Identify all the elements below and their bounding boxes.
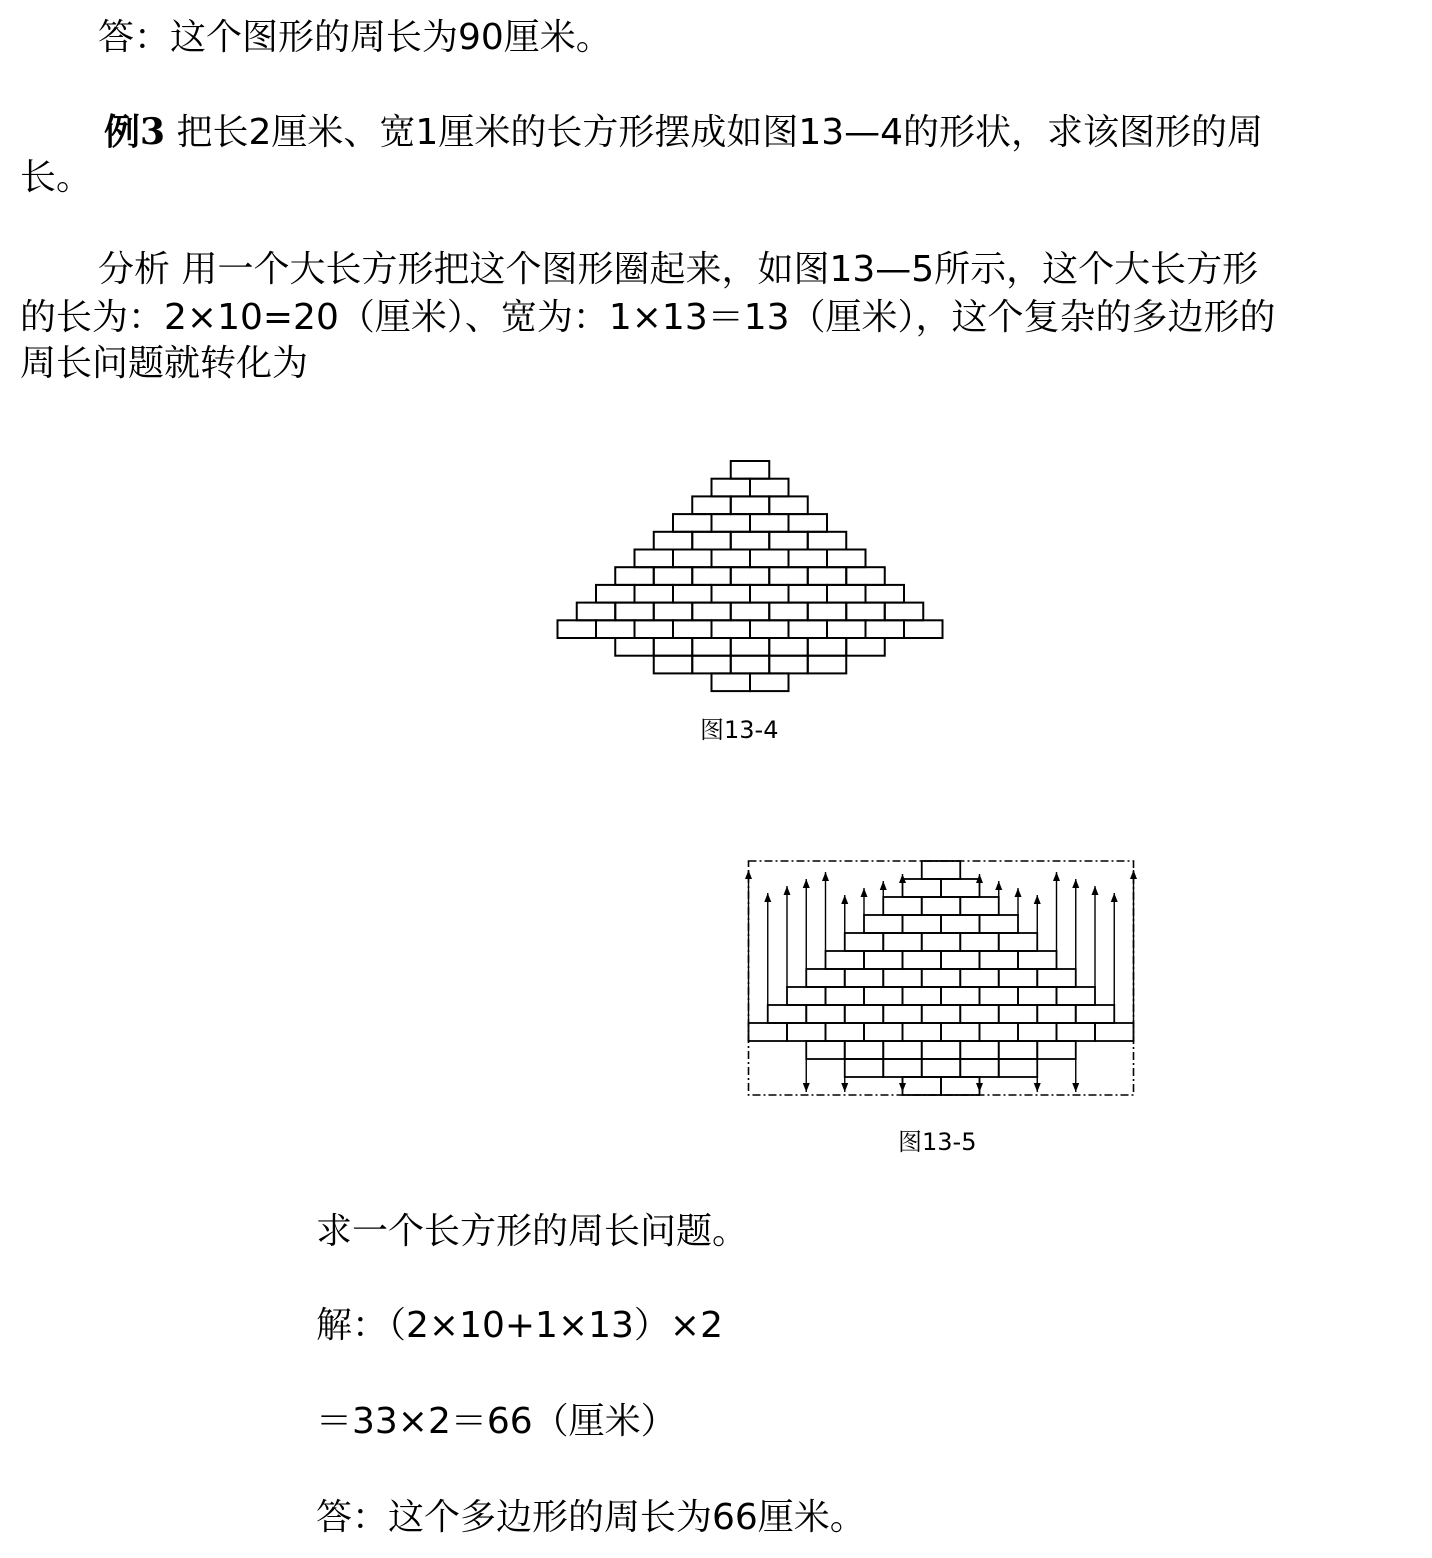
solution-line-1: 求一个长方形的周长问题。 — [316, 1211, 749, 1252]
brick — [941, 1023, 980, 1041]
brick — [941, 1077, 980, 1095]
brick — [999, 1005, 1038, 1023]
brick — [883, 1059, 922, 1077]
analysis-line-3: 周长问题就转化为 — [20, 343, 309, 384]
arrowhead-up-right-6 — [1072, 879, 1079, 888]
brick — [864, 915, 903, 933]
figure-13-5-caption: 图13-5 — [898, 1128, 977, 1156]
brick — [903, 1023, 942, 1041]
brick — [1076, 1005, 1115, 1023]
brick — [845, 933, 884, 951]
brick — [749, 1023, 788, 1041]
brick — [903, 1077, 942, 1095]
brick — [845, 1041, 884, 1059]
brick — [960, 1041, 999, 1059]
brick — [980, 951, 1019, 969]
brick — [960, 969, 999, 987]
example-3-line-2: 长。 — [20, 157, 93, 198]
arrowhead-down-left-11 — [841, 1083, 848, 1092]
brick — [826, 987, 865, 1005]
brick — [903, 951, 942, 969]
brick — [999, 969, 1038, 987]
brick — [960, 897, 999, 915]
analysis-line-1: 分析 用一个大长方形把这个图形圈起来，如图13—5所示，这个大长方形 — [98, 249, 1259, 290]
brick — [960, 933, 999, 951]
brick — [1018, 987, 1057, 1005]
brick — [960, 1005, 999, 1023]
brick — [1057, 1023, 1096, 1041]
brick — [883, 1041, 922, 1059]
brick — [903, 879, 942, 897]
arrowhead-down-right-10 — [1072, 1083, 1079, 1092]
brick — [864, 987, 903, 1005]
brick — [806, 1041, 845, 1059]
brick — [1095, 1023, 1134, 1041]
arrowhead-up-right-8 — [1111, 893, 1118, 902]
brick — [941, 951, 980, 969]
brick — [980, 1023, 1019, 1041]
brick — [806, 1005, 845, 1023]
arrowhead-down-right-12 — [976, 1083, 983, 1092]
answer-text-2: 答：这个多边形的周长为66厘米。 — [316, 1497, 866, 1538]
answer-text-1: 答：这个图形的周长为90厘米。 — [98, 17, 612, 58]
analysis-line-2: 的长为：2×10=20（厘米）、宽为：1×13＝13（厘米），这个复杂的多边形的 — [20, 297, 1276, 338]
arrowhead-up-left-2 — [880, 881, 887, 890]
brick — [922, 969, 961, 987]
brick — [845, 1059, 884, 1077]
brick — [922, 897, 961, 915]
brick — [1018, 1023, 1057, 1041]
brick — [922, 933, 961, 951]
arrowhead-up-right-5 — [1053, 872, 1060, 881]
arrowhead-up-left-4 — [841, 895, 848, 904]
brick — [826, 951, 865, 969]
brick — [922, 1041, 961, 1059]
brick — [864, 951, 903, 969]
arrowhead-up-left-9 — [745, 870, 752, 879]
brick — [980, 915, 1019, 933]
brick — [826, 1023, 865, 1041]
brick — [941, 879, 980, 897]
arrowhead-up-left-3 — [861, 888, 868, 897]
brick — [845, 1005, 884, 1023]
brick — [999, 933, 1038, 951]
brick — [903, 987, 942, 1005]
arrowhead-up-left-7 — [784, 886, 791, 895]
arrowhead-up-right-2 — [995, 881, 1002, 890]
brick — [864, 1023, 903, 1041]
brick — [1037, 969, 1076, 987]
brick — [941, 915, 980, 933]
brick — [999, 1059, 1038, 1077]
brick — [768, 1005, 807, 1023]
brick — [1037, 1041, 1076, 1059]
brick — [883, 897, 922, 915]
brick — [1057, 987, 1096, 1005]
brick — [806, 969, 845, 987]
example-label: 例3 — [104, 111, 166, 153]
arrowhead-up-left-6 — [803, 879, 810, 888]
brick — [845, 969, 884, 987]
brick — [999, 1041, 1038, 1059]
brick — [980, 987, 1019, 1005]
brick — [883, 933, 922, 951]
arrowhead-up-right-9 — [1130, 870, 1137, 879]
arrowhead-up-left-8 — [764, 893, 771, 902]
brick — [883, 969, 922, 987]
brick — [960, 1059, 999, 1077]
example-question-text: 把长2厘米、宽1厘米的长方形摆成如图13—4的形状，求该图形的周 — [176, 112, 1264, 153]
solution-line-2: 解：（2×10+1×13）×2 — [316, 1305, 723, 1346]
brick — [1037, 1005, 1076, 1023]
solution-line-3: ＝33×2＝66（厘米） — [316, 1401, 677, 1442]
arrowhead-down-left-12 — [899, 1083, 906, 1092]
brick — [922, 1059, 961, 1077]
arrowhead-up-left-5 — [822, 872, 829, 881]
brick — [941, 987, 980, 1005]
arrowhead-up-right-3 — [1015, 888, 1022, 897]
arrowhead-up-right-4 — [1034, 895, 1041, 904]
brick — [883, 1005, 922, 1023]
arrowhead-up-right-7 — [1092, 886, 1099, 895]
brick — [787, 987, 826, 1005]
brick — [922, 861, 961, 879]
arrowhead-down-left-10 — [803, 1083, 810, 1092]
brick — [787, 1023, 826, 1041]
brick — [1018, 951, 1057, 969]
brick — [922, 1005, 961, 1023]
arrowhead-down-right-11 — [1034, 1083, 1041, 1092]
figure-13-4-caption: 图13-4 — [700, 716, 779, 744]
brick — [903, 915, 942, 933]
